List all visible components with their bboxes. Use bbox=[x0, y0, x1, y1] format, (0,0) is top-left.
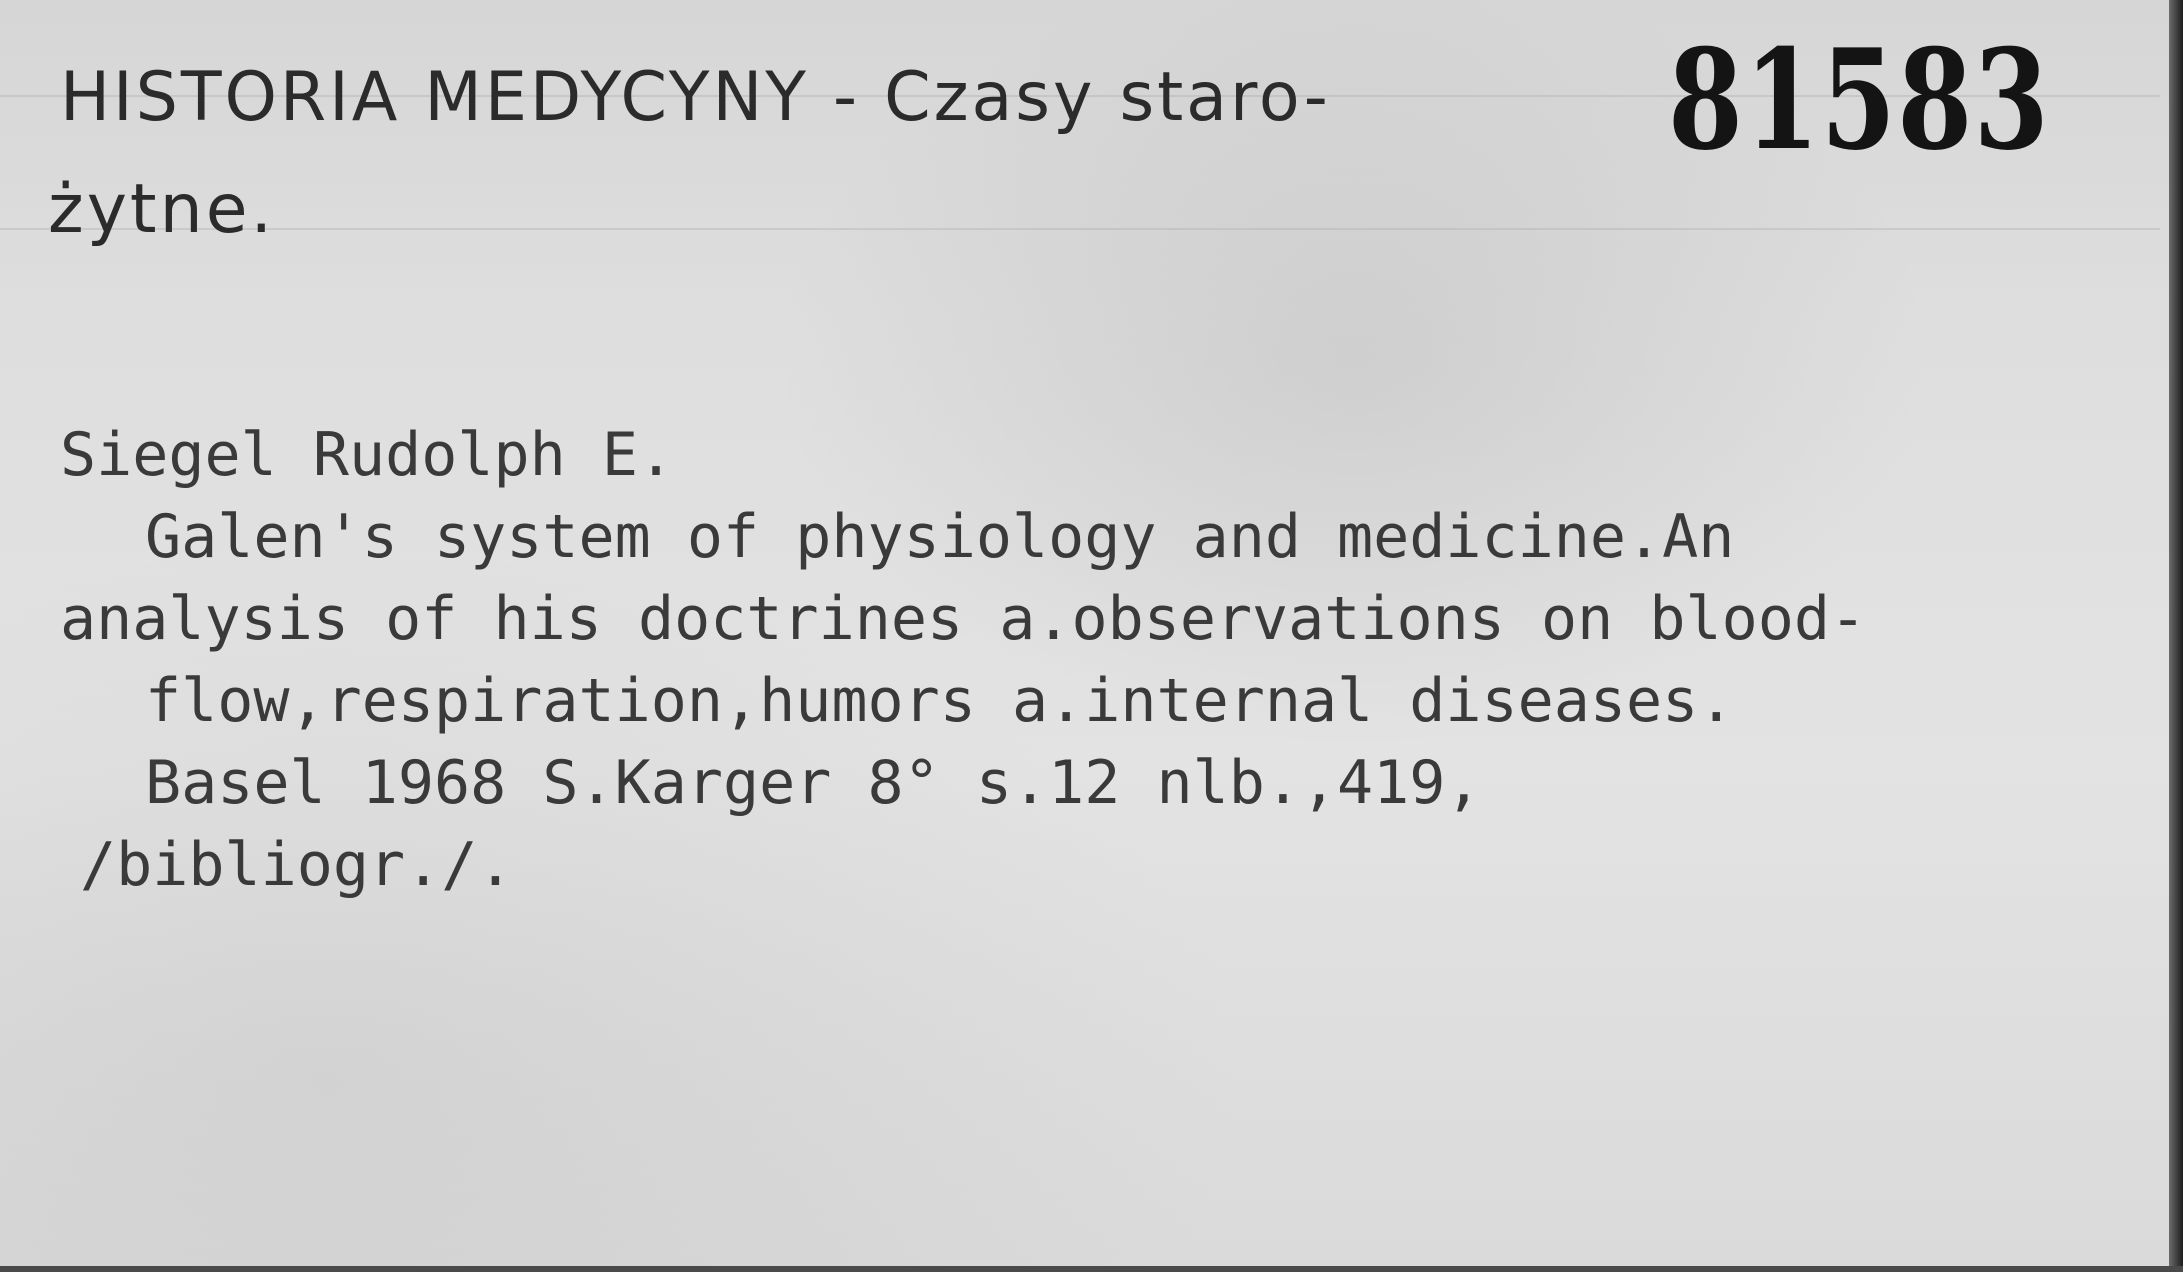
subject-heading-line-1: HISTORIA MEDYCYNY - Czasy staro- bbox=[60, 58, 1331, 137]
faint-ruled-line bbox=[0, 228, 2160, 230]
subject-heading-line-2: żytne. bbox=[48, 170, 276, 249]
imprint-line: Basel 1968 S.Karger 8° s.12 nlb.,419, bbox=[145, 748, 1482, 818]
card-bottom-edge bbox=[0, 1266, 2183, 1272]
title-line-2: analysis of his doctrines a.observations on blood- bbox=[60, 584, 1867, 654]
call-number-stamp: 81583 bbox=[1668, 18, 2051, 181]
notes-line: /bibliogr./. bbox=[80, 830, 514, 900]
title-line-1: Galen's system of physiology and medicine.An bbox=[145, 502, 1735, 572]
card-edge-shadow bbox=[2169, 0, 2183, 1272]
title-line-3: flow,respiration,humors a.internal diseases. bbox=[145, 666, 1735, 736]
author-line: Siegel Rudolph E. bbox=[60, 420, 675, 490]
